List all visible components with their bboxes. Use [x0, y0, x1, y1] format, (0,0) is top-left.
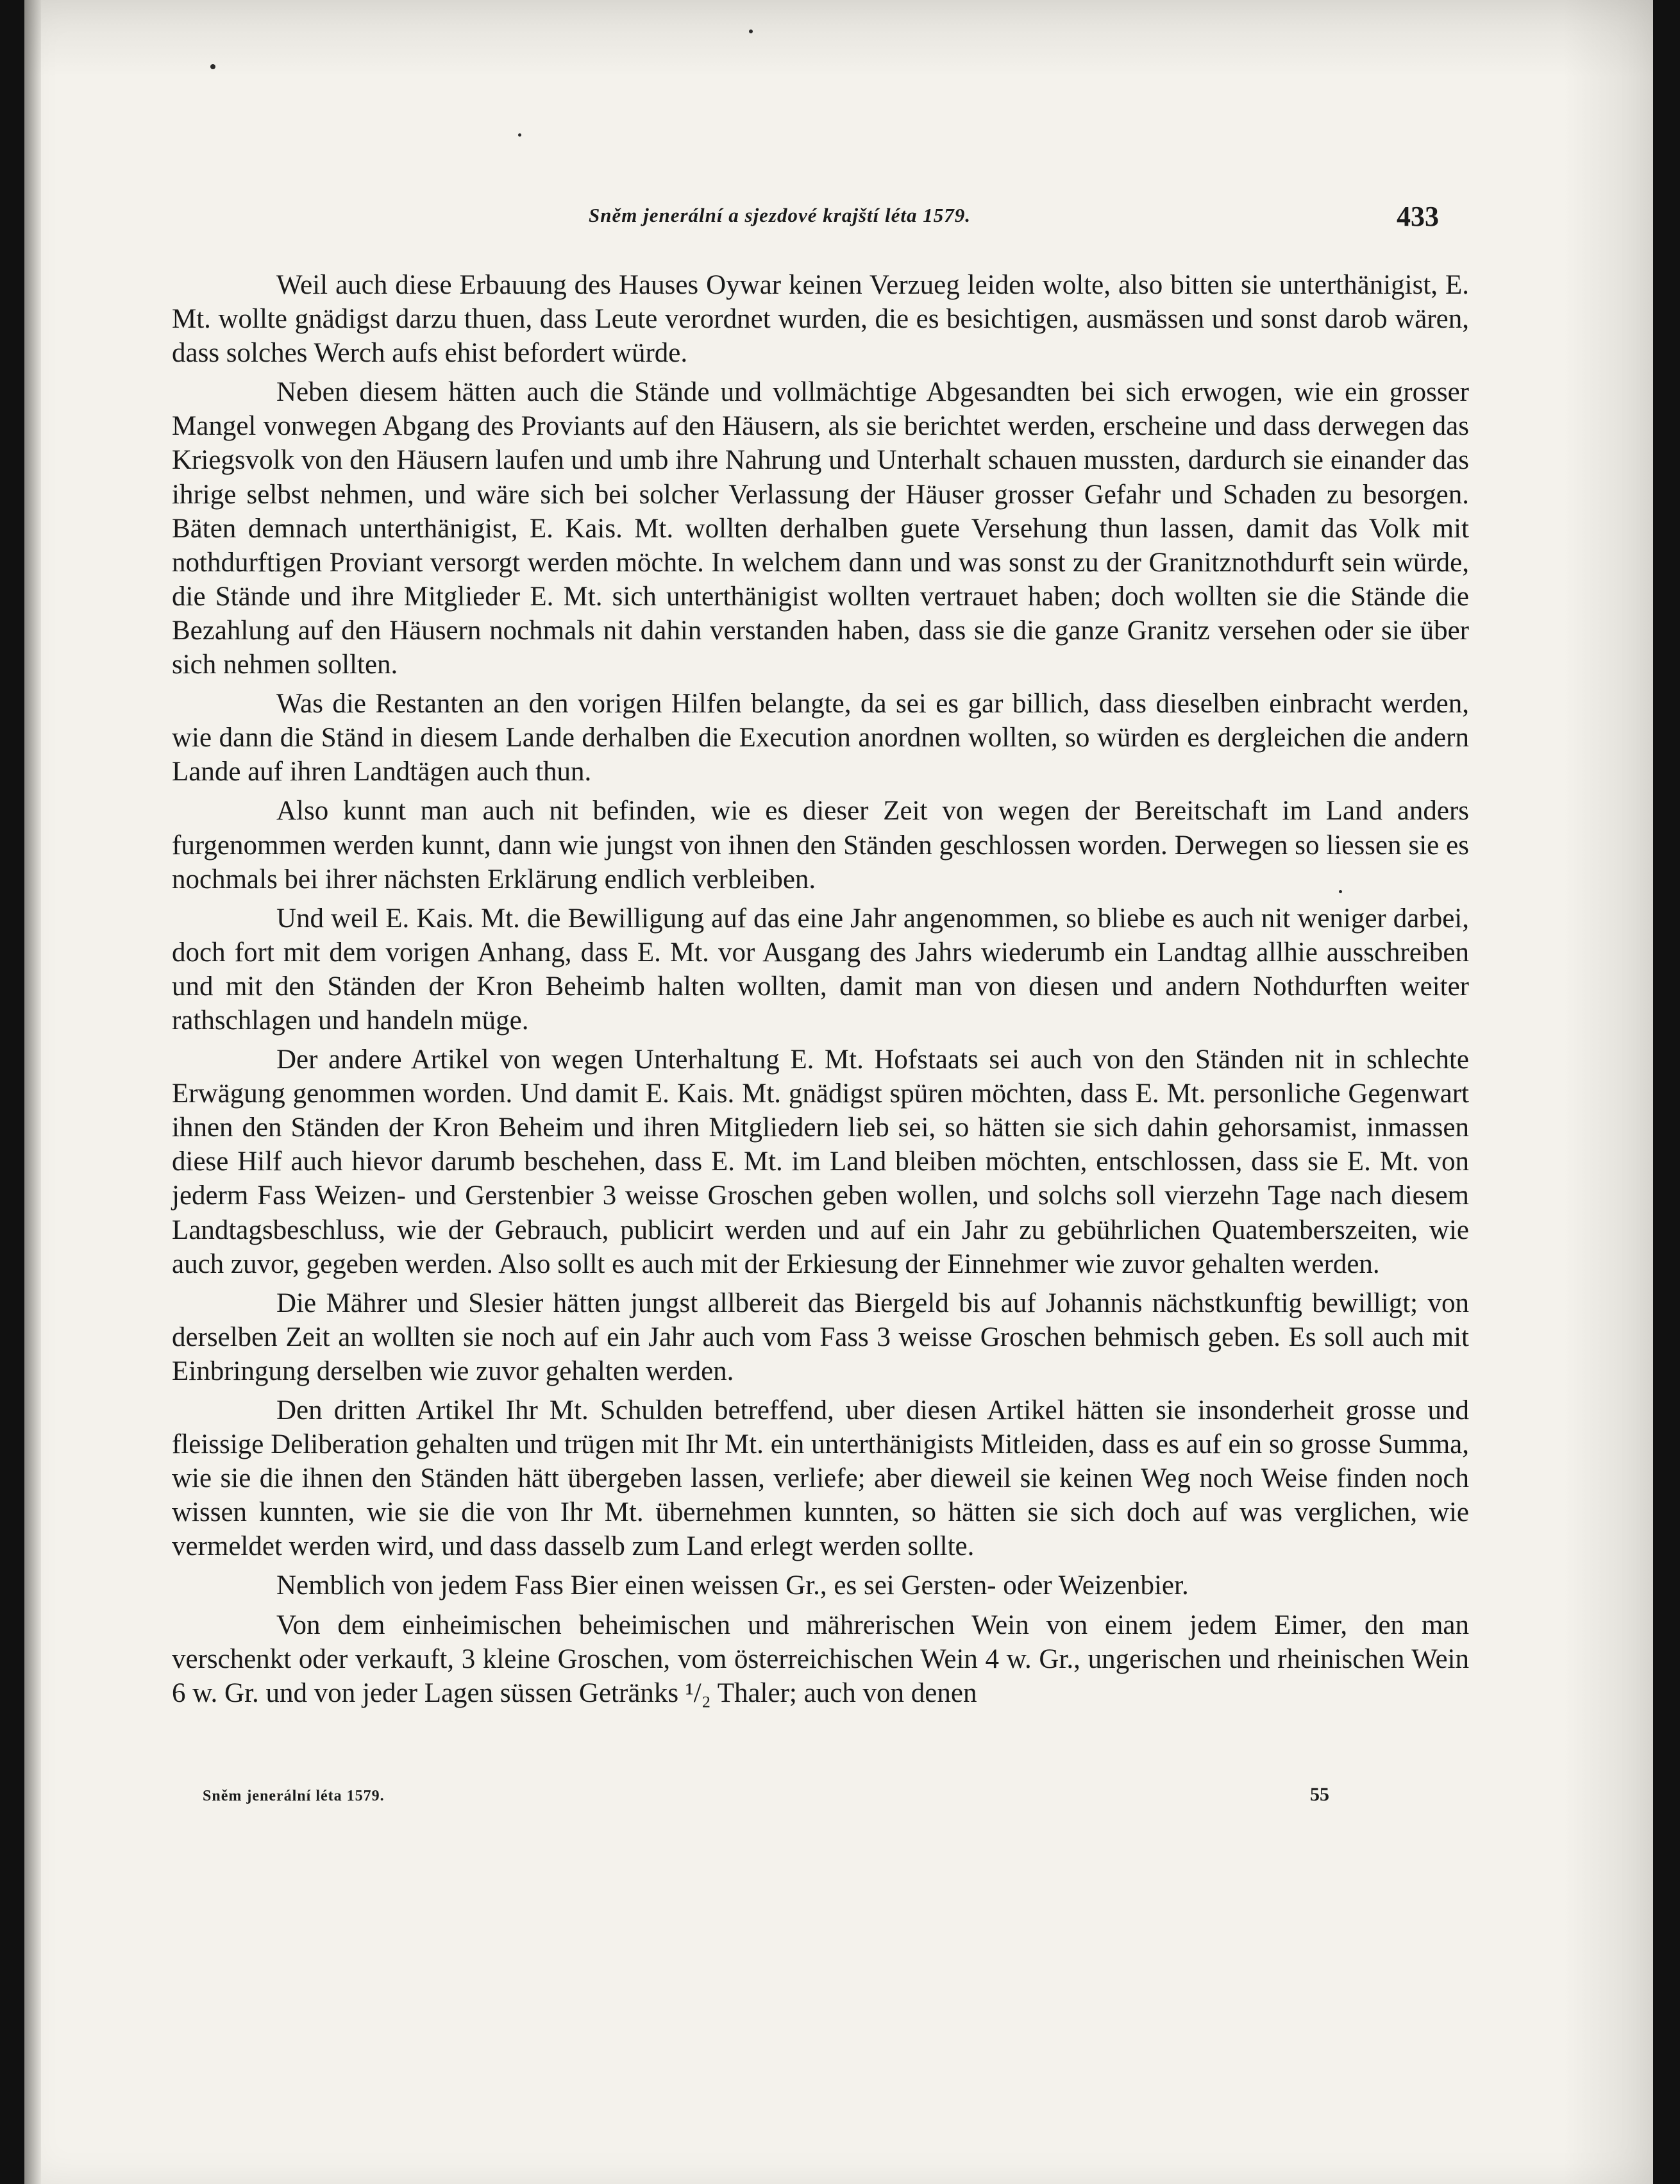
dust-speck [518, 133, 521, 137]
spine-shadow [24, 0, 41, 2184]
paragraph: Was die Restanten an den vorigen Hilfen belangte, da sei es gar billich, dass dieselben einbracht werden, wie dann die Ständ in diesem Lande derhalben die Execution anordnen wollten, so würden es dergleichen die andern Lande auf ihren Landtägen auch thun. [172, 689, 1469, 787]
body-text [172, 268, 1469, 1710]
dust-speck [749, 29, 753, 33]
printer-signature: Sněm jenerální léta 1579. [203, 1788, 385, 1804]
sheet-number: 55 [1310, 1784, 1329, 1805]
paragraph: Die Mährer und Slesier hätten jungst allbereit das Biergeld bis auf Johannis nächstkunftig bewilligt; von derselben Zeit an wollten sie noch auf ein Jahr auch vom Fass 3 weisse Groschen behmisch geben. Es soll auch mit Einbringung derselben wie zuvor gehalten werden. [172, 1288, 1469, 1386]
paragraph: Der andere Artikel von wegen Unterhaltung E. Mt. Hofstaats sei auch von den Ständen nit in schlechte Erwägung genommen worden. Und damit E. Kais. Mt. gnädigst spüren möchten, dass E. Mt. personliche Gegenwart ihnen den Ständen der Kron Beheim und ihren Mitgliedern lieb sei, so hätten sie sich dahin gehorsamist, inmassen diese Hilf auch hievor darumb beschehen, dass E. Mt. im Land bleiben möchten, entschlossen, dass sie E. Mt. von jederm Fass Weizen- und Gerstenbier 3 weisse Groschen geben wollen, und solchs soll vierzehn Tage nach diesem Landtagsbeschluss, wie der Gebrauch, publicirt werden und auf ein Jahr zu gebührlichen Quatemberszeiten, wie auch zuvor, gegeben werden. Also sollt es auch mit der Erkiesung der Einnehmer wie zuvor gehalten werden. [172, 1045, 1469, 1279]
page-header [24, 201, 1653, 242]
paragraph: Nemblich von jedem Fass Bier einen weissen Gr., es sei Gersten- oder Weizenbier. [276, 1570, 1189, 1601]
paragraph: Neben diesem hätten auch die Stände und vollmächtige Abgesandten bei sich erwogen, wie ein grosser Mangel vonwegen Abgang des Proviants auf den Häusern, als sie berichtet werden, erscheine und dass derwegen das Kriegsvolk von den Häusern laufen und umb ihre Nahrung und Unterhalt schauen mussten, dardurch sie einander das ihrige selbst nehmen, und wäre sich bei solcher Verlassung der Häuser grosser Gefahr und Schaden zu besorgen. Bäten demnach unterthänigist, E. Kais. Mt. wollten derhalben guete Versehung thun lassen, damit das Volk mit nothdurftigen Proviant versorgt werden möchte. In welchem dann und was sonst zu der Granitznothdurft sein würde, die Stände und ihre Mitglieder E. Mt. sich unterthänigist wollten vertrauet haben; doch wollten sie die Stände die Bezahlung auf den Häusern nochmals nit dahin verstanden haben, dass sie die ganze Granitz versehen oder sie über sich nehmen sollten. [172, 377, 1469, 680]
paragraph: Von dem einheimischen beheimischen und mährerischen Wein von einem jedem Eimer, den man verschenkt oder verkauft, 3 kleine Groschen, vom österreichischen Wein 4 w. Gr., ungerischen und rheinischen Wein 6 w. Gr. und von jeder Lagen süssen Getränks ¹/₂ Thaler; auch von denen [172, 1609, 1469, 1708]
paragraph: Und weil E. Kais. Mt. die Bewilligung auf das eine Jahr angenommen, so bliebe es auch nit weniger darbei, doch fort mit dem vorigen Anhang, dass E. Mt. vor Ausgang des Jahrs wiederumb ein Landtag allhie ausschreiben und mit den Ständen der Kron Beheimb halten wollten, damit man von diesen und andern Nothdurften weiter rathschlagen und handeln müge. [172, 903, 1469, 1036]
page-footer [24, 1784, 1653, 1813]
running-head: Sněm jenerální a sjezdové krajští léta 1579. [589, 204, 971, 226]
top-shadow [24, 0, 1653, 77]
paragraph: Den dritten Artikel Ihr Mt. Schulden betreffend, uber diesen Artikel hätten sie insonderheit grosse und fleissige Deliberation gehalten und trügen mit Ihr Mt. ein unterthänigists Mitleiden, dass es auf ein so grosse Summa, wie sie die ihnen den Ständen hätt übergeben lassen, verliefe; aber dieweil sie keinen Weg noch Weise finden noch wissen kunnten, wie sie die von Ihr Mt. übernehmen kunnten, so hätten sie sich doch auf was verglichen, wie vermeldet werden wird, und dass dasselb zum Land erlegt werden sollte. [172, 1395, 1469, 1562]
book-page [24, 0, 1653, 2184]
edge-shadow [1563, 0, 1653, 2184]
dust-speck [210, 64, 215, 69]
page-number: 433 [1397, 201, 1439, 232]
paragraph: Also kunnt man auch nit befinden, wie es dieser Zeit von wegen der Bereitschaft im Land anders furgenommen werden kunnt, dann wie jungst von ihnen den Ständen geschlossen worden. Derwegen so liessen sie es nochmals bei ihrer nächsten Erklärung endlich verbleiben. [172, 796, 1469, 895]
paragraph: Weil auch diese Erbauung des Hauses Oywar keinen Verzueg leiden wolte, also bitten sie unterthänigist, E. Mt. wollte gnädigst darzu thuen, dass Leute verordnet wurden, die es besichtigen, ausmässen und sonst darob wären, dass solches Werch aufs ehist befordert würde. [172, 270, 1469, 369]
